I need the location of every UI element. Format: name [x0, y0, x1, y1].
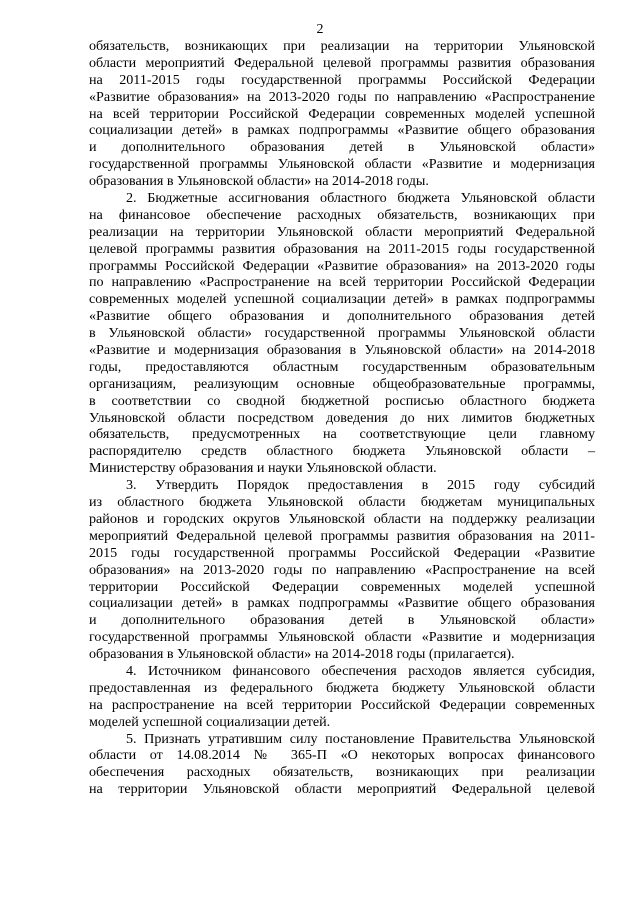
- text-line: в Ульяновской области» государственной программы Ульяновской области: [89, 325, 595, 342]
- page-number: 2: [316, 22, 324, 37]
- text-line: территории Российской Федерации современных моделей успешной: [89, 578, 595, 595]
- text-line: современных моделей успешной социализации детей» в рамках подпрограммы: [89, 291, 595, 308]
- text-line: образования в Ульяновской области» на 2014-2018 годы.: [89, 173, 429, 190]
- text-line: 2015 годы государственной программы Российской Федерации «Развитие: [89, 544, 595, 561]
- text-line: социализации детей» в рамках подпрограммы «Развитие общего образования: [89, 595, 595, 612]
- text-line: мероприятий Федеральной целевой программы развития образования на 2011-: [89, 527, 595, 544]
- text-line: и дополнительного образования детей в Ульяновской области»: [89, 139, 595, 156]
- text-line: по направлению «Распространение на всей территории Российской Федерации: [89, 274, 595, 291]
- text-line: области от 14.08.2014 № 365-П «О некоторых вопросах финансового: [89, 747, 595, 764]
- text-line: и дополнительного образования детей в Ульяновской области»: [89, 612, 595, 629]
- text-line: 5. Признать утратившим силу постановление Правительства Ульяновской: [126, 730, 595, 747]
- text-line: районов и городских округов Ульяновской области на поддержку реализации: [89, 510, 595, 527]
- text-line: области мероприятий Федеральной целевой программы развития образования: [89, 54, 595, 71]
- text-line: обязательств, возникающих при реализации на территории Ульяновской: [89, 38, 595, 54]
- text-line: на распространение на всей территории Российской Федерации современных: [89, 696, 595, 713]
- text-line: 2. Бюджетные ассигнования областного бюджета Ульяновской области: [126, 190, 595, 207]
- text-line: целевой программы развития образования на 2011-2015 годы государственной: [89, 240, 595, 257]
- text-line: 4. Источником финансового обеспечения расходов является субсидия,: [126, 662, 595, 679]
- text-line: на финансовое обеспечение расходных обязательств, возникающих при: [89, 206, 595, 223]
- text-line: в соответствии со сводной бюджетной росписью областного бюджета: [89, 392, 595, 409]
- text-line: образования» на 2013-2020 годы по направлению «Распространение на всей: [89, 561, 595, 578]
- text-line: организациям, реализующим основные общеобразовательные программы,: [89, 375, 595, 392]
- text-line: государственной программы Ульяновской области «Развитие и модернизация: [89, 629, 595, 646]
- document-body-text: [89, 38, 595, 798]
- text-line: Ульяновской области посредством доведения до них лимитов бюджетных: [89, 409, 595, 426]
- text-line: обеспечения расходных обязательств, возникающих при реализации: [89, 764, 595, 781]
- text-line: обязательств, предусмотренных на соответствующие цели главному: [89, 426, 595, 443]
- text-line: годы, предоставляются областным государственным образовательным: [89, 358, 595, 375]
- text-line: «Развитие образования» на 2013-2020 годы по направлению «Распространение: [89, 88, 595, 105]
- text-line: распорядителю средств областного бюджета Ульяновской области –: [89, 443, 595, 460]
- text-line: моделей успешной социализации детей.: [89, 713, 331, 730]
- text-line: социализации детей» в рамках подпрограммы «Развитие общего образования: [89, 122, 595, 139]
- text-line: на территории Ульяновской области мероприятий Федеральной целевой: [89, 781, 595, 798]
- text-line: программы Российской Федерации «Развитие образования» на 2013-2020 годы: [89, 257, 595, 274]
- text-line: «Развитие и модернизация образования в Ульяновской области» на 2014-2018: [89, 342, 595, 359]
- text-line: предоставленная из федерального бюджета бюджету Ульяновской области: [89, 679, 595, 696]
- text-line: Министерству образования и науки Ульяновской области.: [89, 460, 437, 477]
- text-line: государственной программы Ульяновской области «Развитие и модернизация: [89, 156, 595, 173]
- text-line: на всей территории Российской Федерации современных моделей успешной: [89, 105, 595, 122]
- text-line: на 2011-2015 годы государственной программы Российской Федерации: [89, 71, 595, 88]
- text-line: 3. Утвердить Порядок предоставления в 2015 году субсидий: [126, 477, 595, 494]
- text-line: из областного бюджета Ульяновской области бюджетам муниципальных: [89, 494, 595, 511]
- text-line: «Развитие общего образования и дополнительного образования детей: [89, 308, 595, 325]
- text-line: реализации на территории Ульяновской области мероприятий Федеральной: [89, 223, 595, 240]
- text-line: образования в Ульяновской области» на 2014-2018 годы (прилагается).: [89, 646, 515, 663]
